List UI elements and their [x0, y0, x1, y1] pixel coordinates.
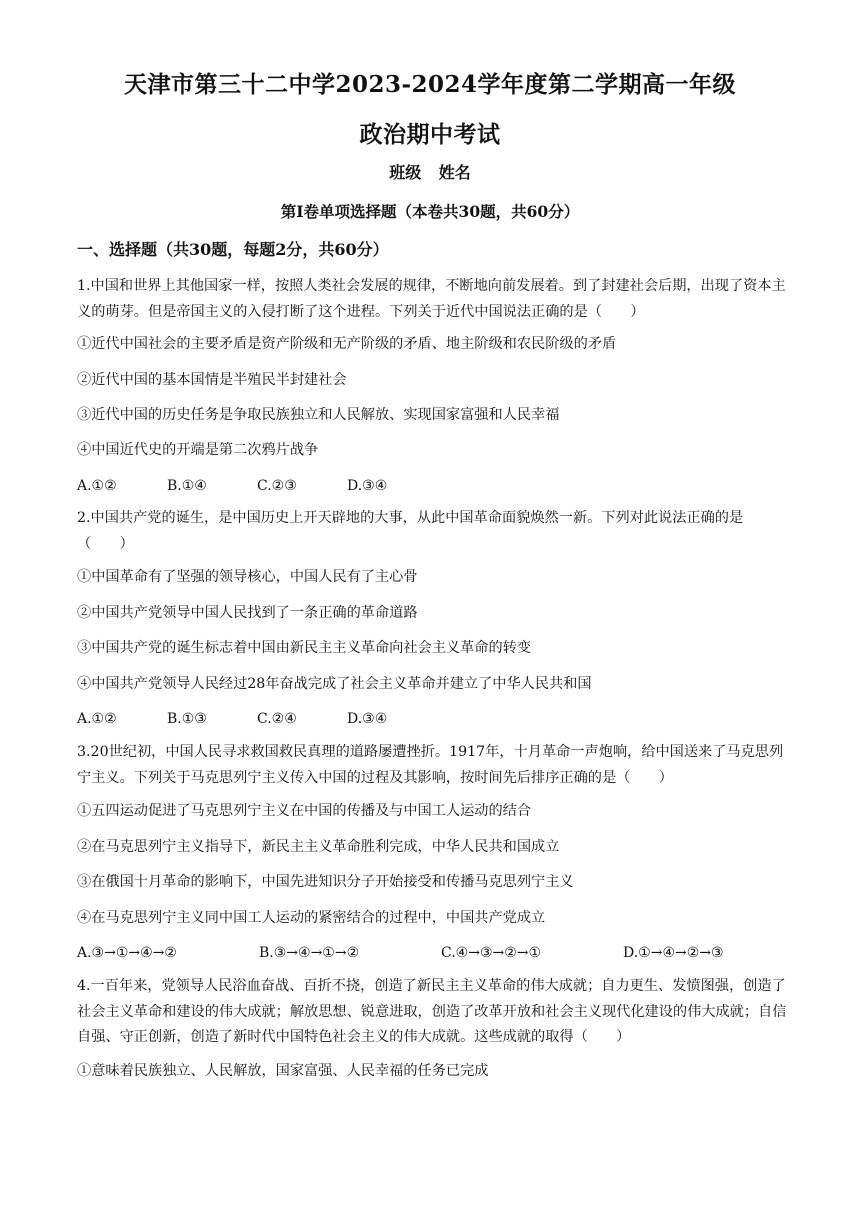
exam-title-line1: 天津市第三十二中学2023-2024学年度第二学期高一年级	[123, 71, 737, 98]
question-4-statement-1: ①意味着民族独立、人民解放，国家富强、人民幸福的任务已完成	[77, 1063, 489, 1079]
question-3-statement-1: ①五四运动促进了马克思列宁主义在中国的传播及与中国工人运动的结合	[77, 803, 532, 819]
question-4-stem: 4.一百年来，党领导人民浴血奋战、百折不挠，创造了新民主主义革命的伟大成就；自力更生、发愤图强，创造了社会主义革命和建设的伟大成就；解放思想、锐意进取，创造了改革开放和社会主义现代化建设的伟大成就；自信自强、守正创新，创造了新时代中国特色社会主义的伟大成就。这些成就的取得（ ）	[77, 978, 787, 1045]
student-info	[0, 160, 860, 183]
question-1-statement-4: ④中国近代史的开端是第二次鸦片战争	[77, 442, 319, 458]
question-1-statement-3: ③近代中国的历史任务是争取民族独立和人民解放、实现国家富强和人民幸福	[77, 407, 560, 423]
name-label: 姓名	[438, 163, 471, 182]
question-2-statement-1: ①中国革命有了坚强的领导核心，中国人民有了主心骨	[77, 569, 418, 585]
option-b: B.①③	[167, 711, 207, 727]
question-3-statement-2: ②在马克思列宁主义指导下，新民主主义革命胜利完成，中华人民共和国成立	[77, 839, 560, 855]
exam-title-line2: 政治期中考试	[359, 121, 501, 148]
class-label: 班级	[389, 163, 422, 182]
option-c: C.②④	[257, 711, 297, 727]
option-d: D.③④	[347, 711, 388, 727]
question-3-statement-4: ④在马克思列宁主义同中国工人运动的紧密结合的过程中，中国共产党成立	[77, 910, 546, 926]
option-c: C.②③	[257, 478, 297, 494]
question-1-stem: 1.中国和世界上其他国家一样，按照人类社会发展的规律，不断地向前发展着。到了封建社会后期，出现了资本主义的萌芽。但是帝国主义的入侵打断了这个进程。下列关于近代中国说法正确的是（ ）	[77, 278, 786, 320]
option-d: D.③④	[347, 478, 388, 494]
question-3-statement-3: ③在俄国十月革命的影响下，中国先进知识分子开始接受和传播马克思列宁主义	[77, 874, 574, 890]
question-3-options	[77, 943, 724, 963]
option-a: A.①②	[77, 711, 117, 727]
question-2-stem: 2.中国共产党的诞生，是中国历史上开天辟地的大事，从此中国革命面貌焕然一新。下列对此说法正确的是（ ）	[77, 510, 744, 552]
question-2-statement-2: ②中国共产党领导中国人民找到了一条正确的革命道路	[77, 605, 418, 621]
option-d: D.①→④→②→③	[623, 945, 724, 961]
option-a: A.③→①→④→②	[77, 945, 177, 961]
option-b: B.①④	[167, 478, 207, 494]
section-title: 一、选择题（共30题，每题2分，共60分）	[77, 240, 389, 259]
option-c: C.④→③→②→①	[441, 945, 542, 961]
question-3-stem: 3.20世纪初，中国人民寻求救国救民真理的道路屡遭挫折。1917年，十月革命一声炮响，给中国送来了马克思列宁主义。下列关于马克思列宁主义传入中国的过程及其影响，按时间先后排序正确的是（ ）	[77, 744, 784, 786]
question-2-statement-4: ④中国共产党领导人民经过28年奋战完成了社会主义革命并建立了中华人民共和国	[77, 676, 592, 692]
question-1-statement-1: ①近代中国社会的主要矛盾是资产阶级和无产阶级的矛盾、地主阶级和农民阶级的矛盾	[77, 336, 617, 352]
question-2-options	[77, 709, 437, 729]
question-1-statement-2: ②近代中国的基本国情是半殖民半封建社会	[77, 372, 347, 388]
volume-title: 第Ⅰ卷单项选择题（本卷共30题，共60分）	[280, 202, 580, 221]
question-2-statement-3: ③中国共产党的诞生标志着中国由新民主主义革命向社会主义革命的转变	[77, 640, 532, 656]
question-1-options	[77, 476, 437, 496]
option-b: B.③→④→①→②	[259, 945, 360, 961]
option-a: A.①②	[77, 478, 117, 494]
